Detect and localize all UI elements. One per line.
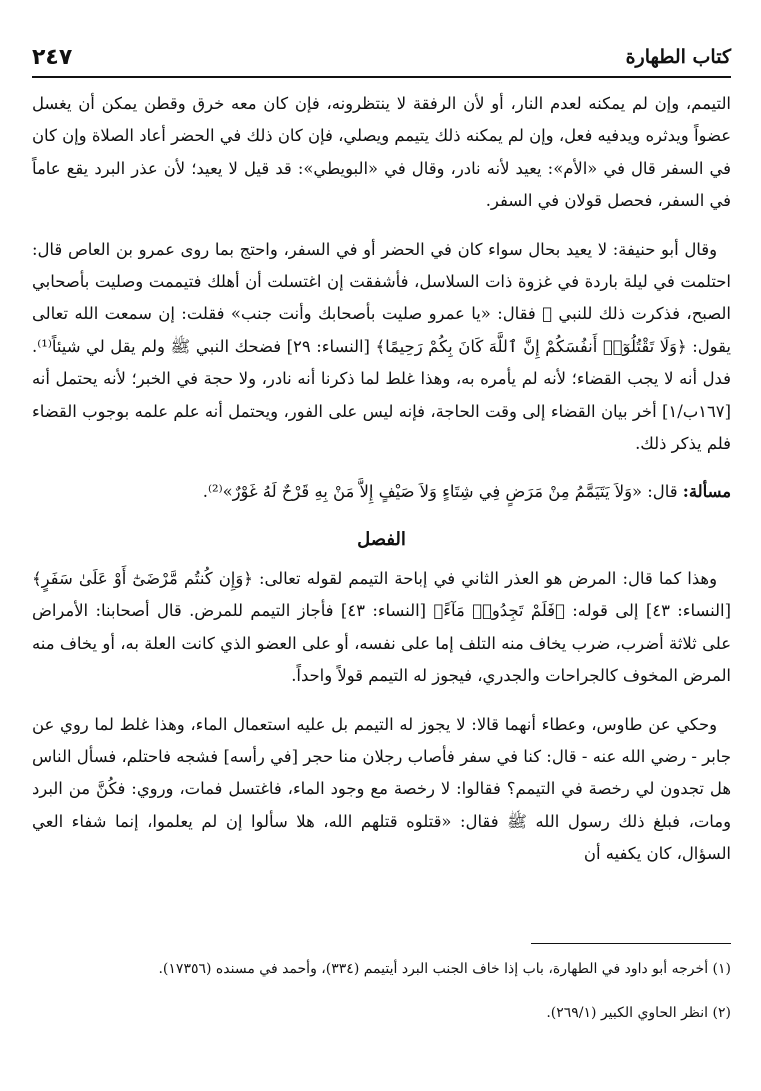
book-title: كتاب الطهارة <box>625 46 731 68</box>
masala-paragraph <box>32 476 731 508</box>
masala-text: قال: «وَلاَ يَتَيَمَّمُ مِنْ مَرَضٍ فِي شِتَاءٍ وَلاَ صَيْفٍ إِلاَّ مَنْ بِهِ قَرْحٌ لَهُ غَوْرٌ»⁽²⁾. <box>202 482 678 502</box>
footnote: (٢) انظر الحاوي الكبير (٢٦٩/١). <box>546 1005 731 1021</box>
footnote: (١) أخرجه أبو داود في الطهارة، باب إذا خاف الجنب البرد أيتيمم (٣٣٤)، وأحمد في مسنده (١٧٣٥٦). <box>158 961 731 977</box>
paragraph-text: وقال أبو حنيفة: لا يعيد بحال سواء كان في الحضر أو في السفر، واحتج بما روى عمرو بن العاص قال: احتلمت في ليلة باردة في غزوة ذات السلاسل، فأشفقت إن اغتسلت أن أهلك فتيممت وصليت بأصحابي الصبح، فذكرت ذلك للنبي ﷺ فقال: «يا عمرو صليت بأصحابك وأنت جنب» فقلت: إن سمعت الله تعالى يقول: ﴿وَلَا تَقْتُلُوٓا۟ أَنفُسَكُمْ إِنَّ ٱللَّهَ كَانَ بِكُمْ رَحِيمًا﴾ [النساء: ٢٩] فضحك النبي ﷺ ولم يقل لي شيئاً⁽¹⁾. فدل أنه لا يجب القضاء؛ لأنه لم يأمره به، وهذا غلط لما ذكرنا أنه نادر، ولا حجة في الخبر؛ لأنه يحتمل أنه [١٦٧ب/١] أخر بيان القضاء إلى وقت الحاجة، فإنه ليس على الفور، ويحتمل أنه علم علمه بوجوب القضاء فلم يذكر ذلك. <box>32 239 731 454</box>
paragraph <box>32 234 731 461</box>
masala-label: مسألة: <box>682 482 731 502</box>
main-text <box>32 88 731 887</box>
paragraph <box>32 563 731 693</box>
page-header <box>32 38 731 78</box>
footnotes <box>32 958 731 1046</box>
paragraph-text: التيمم، وإن لم يمكنه لعدم النار، أو لأن الرفقة لا ينتظرونه، فإن كان معه خرق وقطن يمكن أن يغسل عضواً ويدثره ويدفيه فعل، وإن لم يمكنه ذلك يتيمم ويصلي، فإن كان ذلك في الحضر أعاد الصلاة وإن كان في السفر قال في «الأم»: يعيد لأنه نادر، وقال في «البويطي»: قد قيل لا يعيد؛ لأن عذر البرد يقع عاماً في السفر، فحصل قولان في السفر. <box>32 94 731 211</box>
paragraph <box>32 709 731 871</box>
paragraph-text: وهذا كما قال: المرض هو العذر الثاني في إباحة التيمم لقوله تعالى: ﴿وَإِن كُنتُم مَّرْضَىٰٓ أَوْ عَلَىٰ سَفَرٍ﴾ [النساء: ٤٣] إلى قوله: ﴿فَلَمْ تَجِدُوا۟ مَآءً﴾ [النساء: ٤٣] فأجاز التيمم للمرض. قال أصحابنا: الأمراض على ثلاثة أضرب، ضرب يخاف منه التلف إما على نفسه، أو على العضو الذي كانت العلة به، أو يخاف منه المرض المخوف كالجراحات والجدري، فيجوز له التيمم قولاً واحداً. <box>32 568 731 686</box>
footnote-divider <box>531 943 731 944</box>
paragraph-text: وحكي عن طاوس، وعطاء أنهما قالا: لا يجوز له التيمم بل عليه استعمال الماء، وهذا غلط لما روي عن جابر - رضي الله عنه - قال: كنا في سفر فأصاب رجلان منا حجر [في رأسه] فشجه فاحتلم، فسأل الناس هل تجدون لي رخصة في التيمم؟ فقالوا: لا رخصة مع وجود الماء، فاغتسل فمات، وروي: فكُنَّ من البرد ومات، فبلغ ذلك رسول الله ﷺ فقال: «قتلوه قتلهم الله، هلا سألوا إن لم يعلموا، إنما شفاء العي السؤال، كان يكفيه أن <box>32 714 731 864</box>
page-number: ٢٤٧ <box>32 44 73 70</box>
section-title: الفصل <box>357 528 406 550</box>
paragraph <box>32 88 731 218</box>
